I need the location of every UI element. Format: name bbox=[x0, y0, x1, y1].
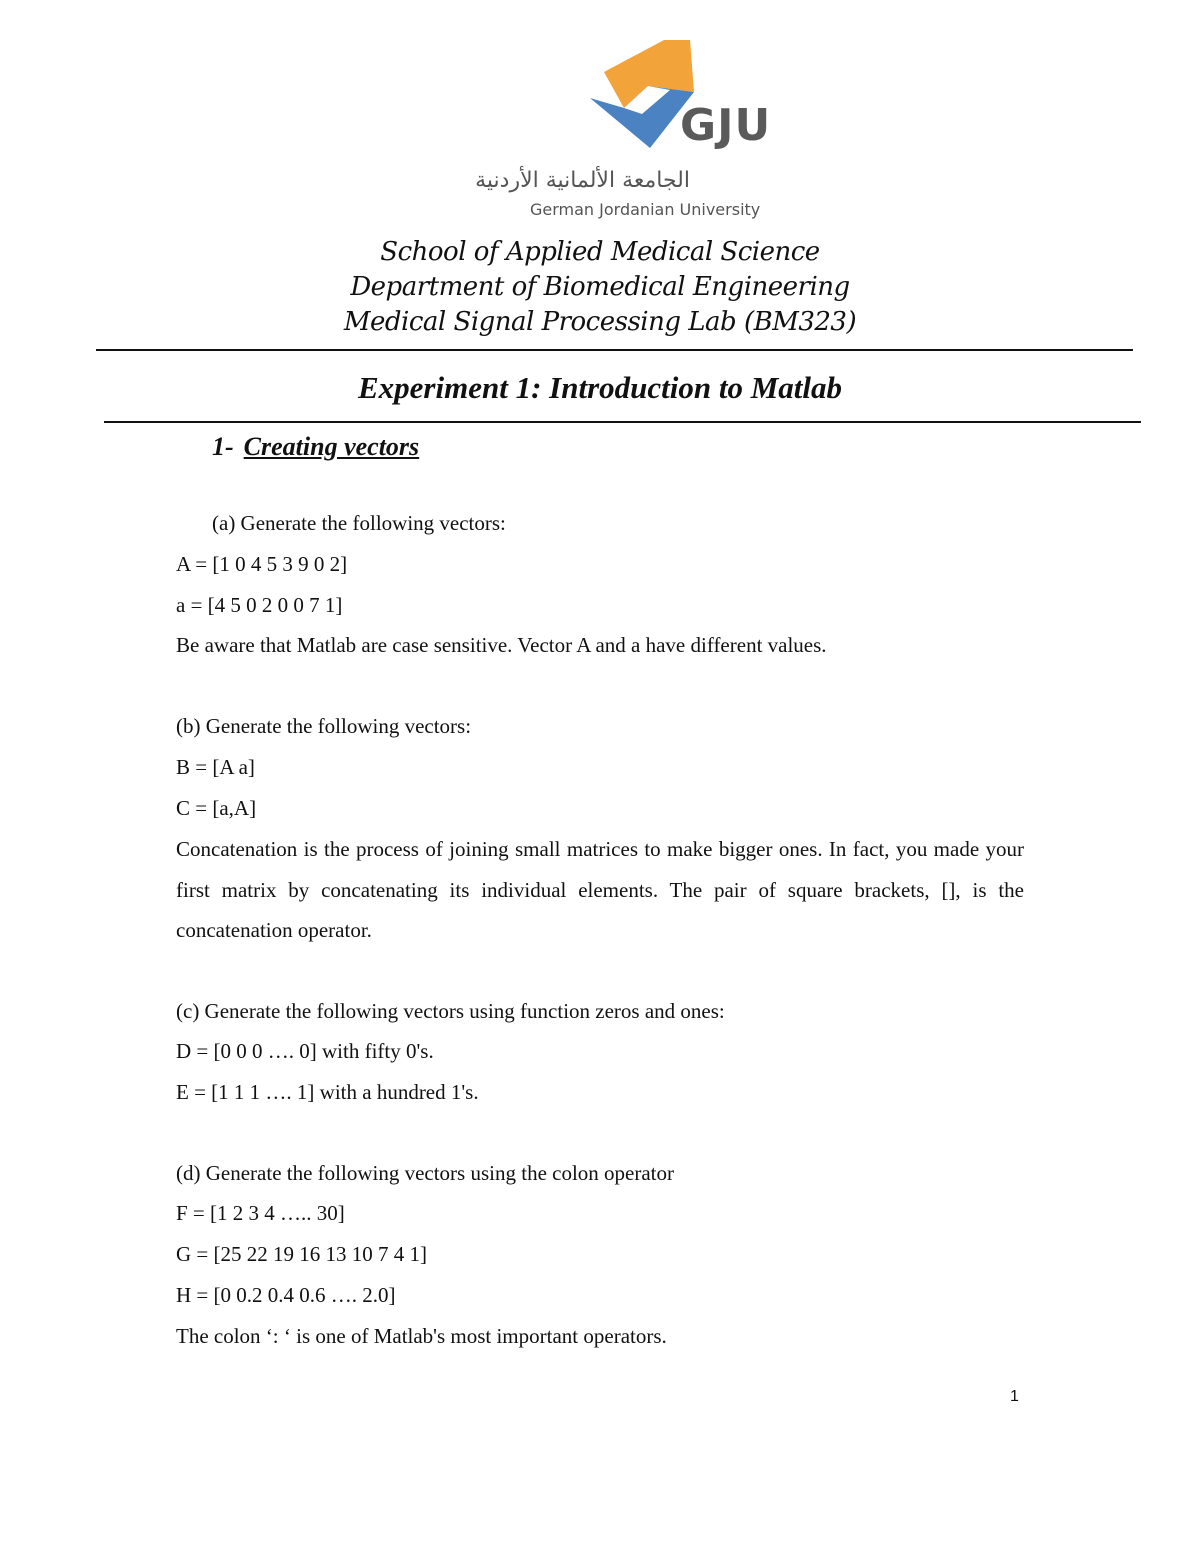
part-b-intro: (b) Generate the following vectors: bbox=[176, 714, 472, 738]
part-d-line-3: H = [0 0.2 0.4 0.6 …. 2.0] bbox=[176, 1283, 396, 1307]
part-a-note: Be aware that Matlab are case sensitive. Vector A and a have different values. bbox=[176, 633, 827, 657]
part-d-intro: (d) Generate the following vectors using the colon operator bbox=[176, 1161, 675, 1185]
part-c-intro: (c) Generate the following vectors using function zeros and ones: bbox=[176, 999, 725, 1023]
part-d-note: The colon ‘: ‘ is one of Matlab's most important operators. bbox=[176, 1324, 667, 1348]
university-name-english: German Jordanian University bbox=[530, 200, 761, 219]
lab-name: Medical Signal Processing Lab (BM323) bbox=[343, 307, 857, 337]
department-name: Department of Biomedical Engineering bbox=[350, 272, 850, 302]
part-d-line-2: G = [25 22 19 16 13 10 7 4 1] bbox=[176, 1242, 427, 1266]
page-number: 1 bbox=[1010, 1388, 1019, 1405]
section-heading bbox=[212, 432, 419, 462]
part-b-line-2: C = [a,A] bbox=[176, 796, 257, 820]
part-a-line-2: a = [4 5 0 2 0 0 7 1] bbox=[176, 593, 343, 617]
part-b-paragraph: Concatenation is the process of joining small matrices to make bigger ones. In fact, you made your first matrix by concatenating its individual elements. The pair of square brackets, [], is the concatenation operator. bbox=[176, 837, 1024, 942]
part-a-intro: (a) Generate the following vectors: bbox=[212, 511, 506, 535]
page-title: Experiment 1: Introduction to Matlab bbox=[357, 370, 842, 405]
university-name-arabic: الجامعة الألمانية الأردنية bbox=[475, 168, 690, 193]
header-rule bbox=[96, 349, 1133, 351]
logo-text: GJU bbox=[680, 100, 772, 151]
part-d-line-1: F = [1 2 3 4 ….. 30] bbox=[176, 1201, 345, 1225]
part-a-line-1: A = [1 0 4 5 3 9 0 2] bbox=[176, 552, 348, 576]
title-rule bbox=[104, 421, 1141, 423]
school-name: School of Applied Medical Science bbox=[380, 237, 820, 267]
university-logo bbox=[588, 36, 772, 160]
part-c-line-1: D = [0 0 0 …. 0] with fifty 0's. bbox=[176, 1039, 434, 1063]
part-c-line-2: E = [1 1 1 …. 1] with a hundred 1's. bbox=[176, 1080, 479, 1104]
section-number: 1- bbox=[212, 432, 234, 461]
section-label: Creating vectors bbox=[243, 432, 420, 461]
part-b-line-1: B = [A a] bbox=[176, 755, 255, 779]
